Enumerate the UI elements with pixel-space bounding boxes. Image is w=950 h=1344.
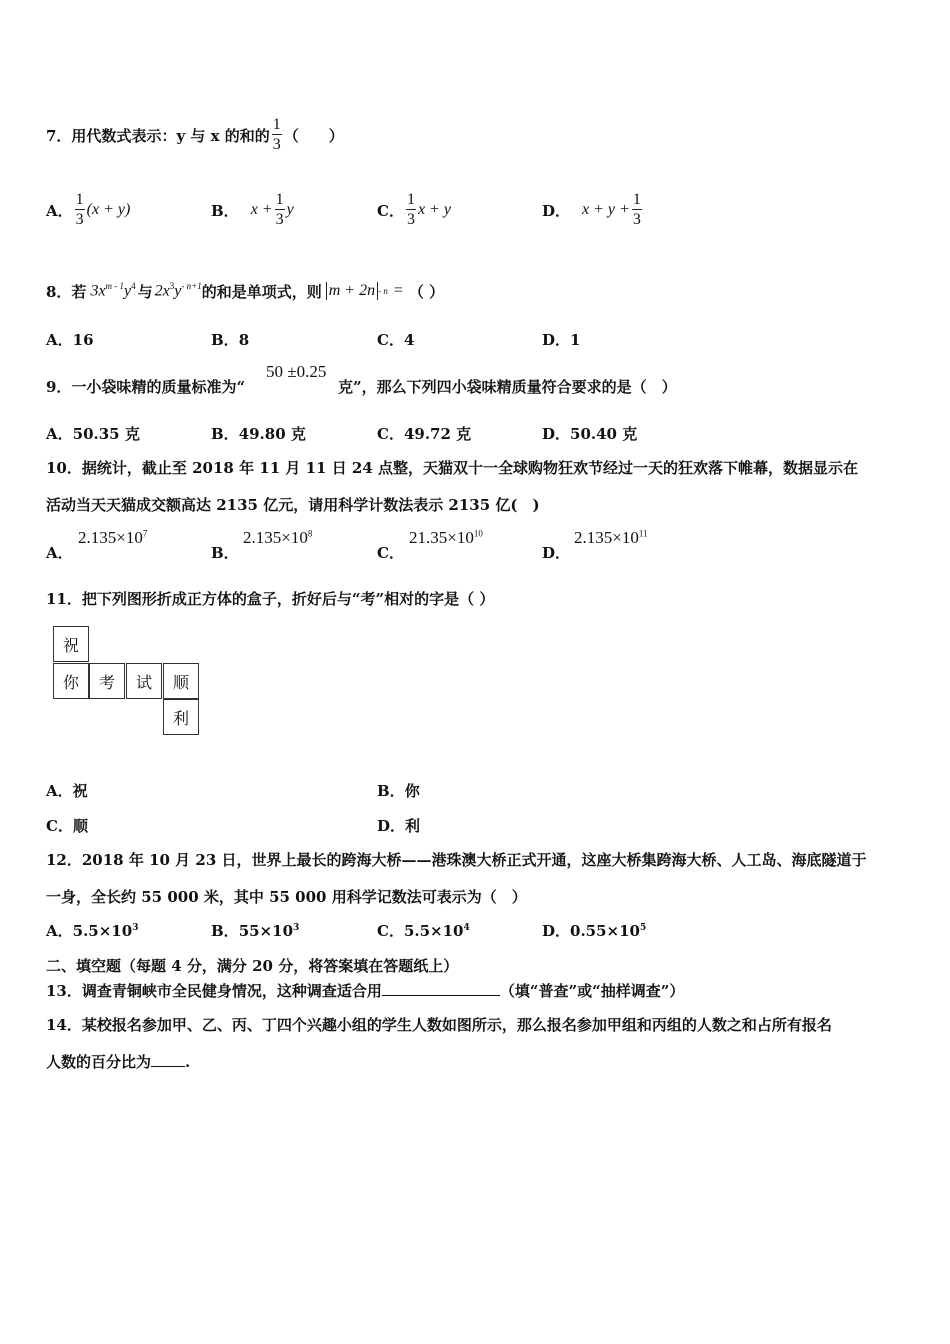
q7-stem: 7．用代数式表示：y 与 x 的和的 $\frac{1}{3}$ （ ） (46, 116, 344, 153)
q12-option-b[interactable]: B．$55\times 10^3$ (211, 922, 300, 940)
q14-stem-line2: 人数的百分比为 . (46, 1053, 191, 1071)
q13-answer-blank[interactable] (382, 981, 500, 996)
q9-option-b[interactable]: B．49.80 克 (211, 425, 306, 443)
q12-option-a[interactable]: A．$5.5\times 10^3$ (46, 922, 139, 940)
q11-option-a[interactable]: A．祝 (46, 782, 88, 800)
q7-option-c[interactable]: C． $\frac{1}{3}$ x + y (377, 191, 451, 228)
q11-stem: 11．把下列图形折成正方体的盒子，折好后与“考”相对的字是（ ） (46, 590, 495, 608)
q12-stem-line2: 一身，全长约 55 000 米，其中 55 000 用科学记数法可表示为（ ） (46, 888, 527, 906)
q7-option-b[interactable]: B． x + $\frac{1}{3}$ y (211, 191, 294, 228)
cube-net (53, 626, 201, 738)
net-cell: 你 (53, 663, 89, 699)
net-cell: 祝 (53, 626, 89, 662)
net-cell: 顺 (163, 663, 199, 699)
q8-option-c[interactable]: C．4 (377, 331, 415, 349)
q13-stem: 13．调查青铜峡市全民健身情况，这种调查适合用 （填“普查”或“抽样调查”） (46, 982, 685, 1000)
q7-option-a[interactable]: A． $\frac{1}{3}$ (x + y) (46, 191, 131, 228)
net-cell: 利 (163, 699, 199, 735)
q8-option-d[interactable]: D．1 (542, 331, 581, 349)
q14-stem-line1: 14．某校报名参加甲、乙、丙、丁四个兴趣小组的学生人数如图所示，那么报名参加甲组和丙组的人数之和占所有报名 (46, 1016, 832, 1034)
q9-option-a[interactable]: A．50.35 克 (46, 425, 140, 443)
net-cell: 试 (126, 663, 162, 699)
q14-answer-blank[interactable] (151, 1052, 185, 1067)
q7-stem-fraction: $\frac{1}{3}$ (272, 116, 281, 153)
q10-stem-line1: 10．据统计，截止至 2018 年 11 月 11 日 24 点整，天猫双十一全球购物狂欢节经过一天的狂欢落下帷幕，数据显示在 (46, 459, 859, 477)
q9-option-d[interactable]: D．50.40 克 (542, 425, 638, 443)
q10-stem-line2: 活动当天天猫成交额高达 2135 亿元，请用科学计数法表示 2135 亿( ) (46, 496, 540, 514)
q11-option-b[interactable]: B．你 (377, 782, 420, 800)
q12-option-d[interactable]: D．$0.55\times 10^5$ (542, 922, 647, 940)
q12-option-c[interactable]: C．$5.5\times 10^4$ (377, 922, 470, 940)
q11-option-d[interactable]: D．利 (377, 817, 421, 835)
q11-option-c[interactable]: C．顺 (46, 817, 88, 835)
q8-stem: 8．若 $3x^{m - 1}y^4$ 与 $2x^3y^{- n+1}$ 的和是单项式，则 m + 2n - n = （ ） (46, 281, 445, 301)
q8-option-a[interactable]: A．16 (46, 331, 94, 349)
section-title: 二、填空题（每题 4 分，满分 20 分，将答案填在答题纸上） (46, 957, 459, 975)
q9-option-c[interactable]: C．49.72 克 (377, 425, 472, 443)
q12-stem-line1: 12．2018 年 10 月 23 日，世界上最长的跨海大桥——港珠澳大桥正式开通，这座大桥集跨海大桥、人工岛、海底隧道于 (46, 851, 867, 869)
net-cell: 考 (89, 663, 125, 699)
q7-option-d[interactable]: D． x + y + $\frac{1}{3}$ (542, 191, 641, 228)
q8-option-b[interactable]: B．8 (211, 331, 250, 349)
